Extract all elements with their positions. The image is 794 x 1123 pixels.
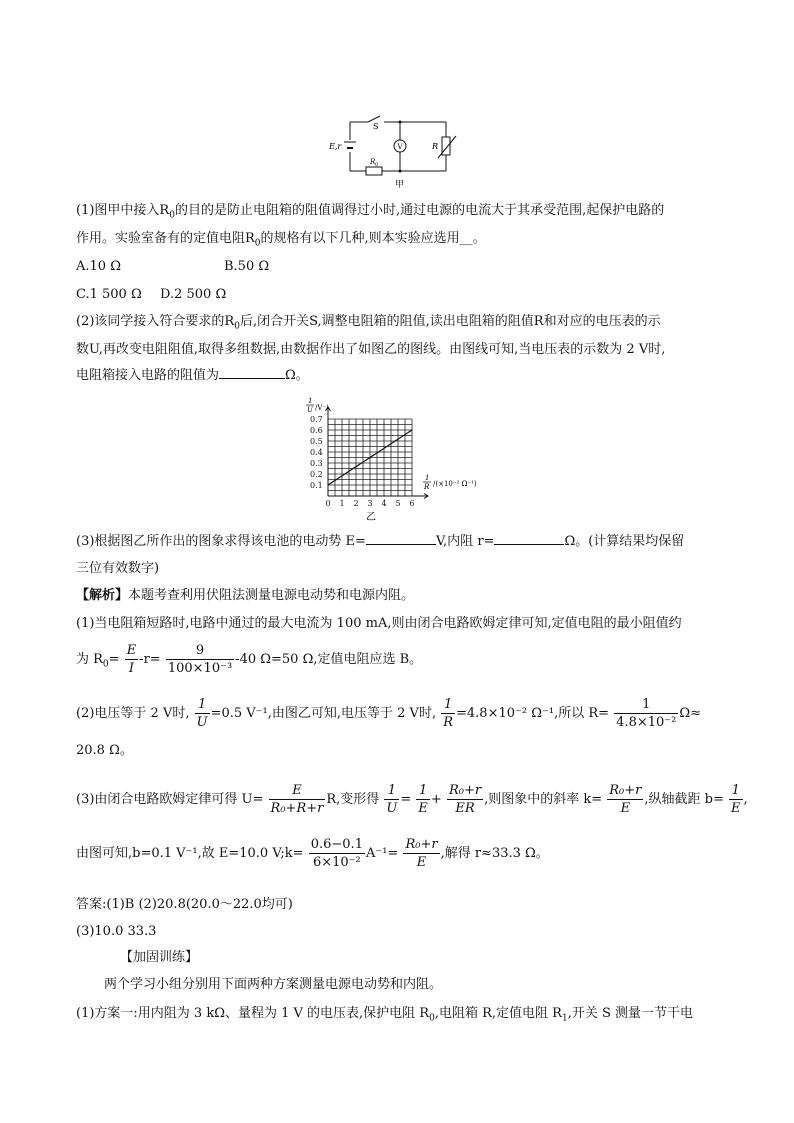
x-axis-label-num: 1 (425, 474, 430, 482)
x-tick-label: 1 (339, 499, 345, 508)
practice-line1: 两个学习小组分别用下面两种方案测量电源电动势和内阻。 (104, 977, 443, 992)
x-tick-label: 3 (367, 499, 373, 508)
circuit-diagram (328, 112, 468, 192)
q3-emf-blank (366, 544, 436, 545)
frac-e-over-i: $\frac{E}{I}$ (126, 643, 137, 676)
y-axis-label-den: U (307, 406, 313, 414)
q1-option-b: B.50 Ω (224, 259, 270, 274)
x-tick-label: 2 (353, 499, 359, 508)
q1-line2: 作用。实验室备有的定值电阻$R_0$的规格有以下几种,则本实验应选用__。 (76, 231, 486, 249)
answer-line2: (3)10.0 33.3 (76, 924, 157, 939)
y-tick-label: 0.7 (310, 415, 323, 424)
frac-e-over-sum: $\frac{E}{\text{R₀+R+r}}$ (270, 783, 324, 816)
x-axis-label-unit: /(×10⁻² Ω⁻¹) (433, 480, 477, 488)
frac-1-over-4.8e-2: $\frac{1}{\text{4.8×10⁻²}}$ (616, 697, 677, 730)
frac-r0r-over-e: $\frac{\text{R₀+r}}{E}$ (609, 783, 642, 816)
source-label: E,r (329, 142, 342, 151)
frac-1-over-u: $\frac{1}{U}$ (196, 697, 208, 730)
x-axis-label-den: R (424, 483, 430, 491)
frac-1-over-u-b: $\frac{1}{U}$ (386, 783, 398, 816)
q1-line1: (1)图甲中接入$R_0$的目的是防止电阻箱的阻值调得过小时,通过电源的电流大于其承受范围,起保护电路的 (76, 203, 665, 221)
x-tick-label: 4 (381, 499, 387, 508)
y-tick-label: 0.2 (310, 470, 323, 479)
q3-line2: 三位有效数字) (76, 561, 160, 576)
frac-1-over-r: $\frac{1}{R}$ (443, 697, 454, 730)
analysis-p1-line1: (1)当电阻箱短路时,电路中通过的最大电流为 100 mA,则由闭合电路欧姆定律可知,定值电阻的最小阻值约 (76, 616, 682, 631)
q1-option-c: C.1 500 Ω (76, 287, 142, 302)
analysis-intro: 【解析】本题考查利用伏阻法测量电源电动势和电源内阻。 (76, 588, 415, 603)
x-tick-label: 5 (395, 499, 401, 508)
graph-yi (296, 392, 506, 524)
frac-9-over-100e-3: $\frac{9}{\text{100×10⁻³}}$ (167, 643, 233, 676)
voltmeter-label: V (397, 143, 403, 151)
switch-label: S (373, 122, 379, 131)
y-tick-label: 0.5 (310, 437, 323, 446)
y-tick-label: 0.1 (310, 481, 323, 490)
q3-line1: (3)根据图乙所作出的图象求得该电池的电动势 E= V,内阻 r= Ω。(计算结果均保留 (76, 534, 685, 549)
q2-answer-blank (219, 378, 285, 379)
graph-caption: 乙 (366, 512, 376, 523)
circuit-caption: 甲 (395, 180, 405, 190)
analysis-p3-line1: (3)由闭合电路欧姆定律可得 U= $\frac{E}{\text{R₀+R+r}}$ R,变形得 $\frac{1}{U}$ = $\frac{1}{E}$ + $\frac{\text{R₀+r}}{ER}$ ,则图象中的斜率 k= $\frac{\text{R₀+r}}{E}$ ,纵轴截距 b= $\frac{1}{E}$ , (76, 783, 748, 816)
y-axis-label-unit: /V⁻¹ (315, 404, 329, 412)
analysis-p4: 由图可知,b=0.1 V⁻¹,故 E=10.0 V;k= $\frac{0.6-0.1}{\text{6×10⁻²}}$ A⁻¹= $\frac{\text{R₀+r}}{E}$ ,解得 r≈33.3 Ω。 (76, 837, 549, 870)
frac-1-over-e-b: $\frac{1}{E}$ (731, 783, 741, 816)
y-tick-label: 0.4 (310, 448, 323, 457)
practice-line2: (1)方案一:用内阻为 3 kΩ、量程为 1 V 的电压表,保护电阻 $R_0$,电阻箱 R,定值电阻 $R_1$,开关 S 测量一节干电 (76, 1006, 693, 1024)
q1-option-a: A.10 Ω (76, 259, 121, 274)
analysis-p2-line1: (2)电压等于 2 V时, $\frac{1}{U}$ =0.5 V⁻¹,由图乙可知,电压等于 2 V时, $\frac{1}{R}$ =4.8×10⁻² Ω⁻¹,所以 R= $\frac{1}{\text{4.8×10⁻²}}$ Ω≈ (76, 697, 702, 730)
answer-line1: 答案:(1)B (2)20.8(20.0～22.0均可) (76, 897, 293, 912)
q3-r-blank (494, 544, 564, 545)
box-label: R (432, 142, 439, 151)
q1-option-d: D.2 500 Ω (160, 287, 227, 302)
frac-r0r-over-er: $\frac{\text{R₀+r}}{ER}$ (448, 783, 482, 816)
y-tick-label: 0.6 (310, 426, 323, 435)
frac-1-over-e: $\frac{1}{E}$ (418, 783, 428, 816)
analysis-p1-line2: 为 $R_0=$ $\frac{E}{I}$ -r= $\frac{9}{\text{100×10⁻³}}$ -40 Ω=50 Ω,定值电阻应选 B。 (76, 643, 423, 676)
y-axis-label-num: 1 (308, 397, 313, 405)
analysis-tag: 【解析】 (76, 588, 129, 603)
r0-label-sub: 0 (375, 162, 379, 168)
analysis-p2-line2: 20.8 Ω。 (76, 743, 133, 758)
q2-line3: 电阻箱接入电路的阻值为 Ω。 (76, 368, 309, 383)
x-tick-label: 6 (409, 499, 415, 508)
q2-line1: (2)该同学接入符合要求的$R_0$后,闭合开关S,调整电阻箱的阻值,读出电阻箱的阻值R和对应的电压表的示 (76, 314, 661, 332)
resistor-r0 (366, 167, 382, 175)
practice-tag: 【加固训练】 (120, 950, 199, 965)
frac-r0r-over-e-b: $\frac{\text{R₀+r}}{E}$ (405, 837, 438, 870)
q2-line2: 数U,再改变电阻阻值,取得多组数据,由数据作出了如图乙的图线。由图线可知,当电压表的示数为 2 V时, (76, 342, 666, 357)
r0-label: R (370, 158, 376, 166)
frac-slope: $\frac{0.6-0.1}{\text{6×10⁻²}}$ (310, 837, 363, 870)
x-tick-label: 0 (325, 499, 331, 508)
y-tick-label: 0.3 (310, 459, 323, 468)
